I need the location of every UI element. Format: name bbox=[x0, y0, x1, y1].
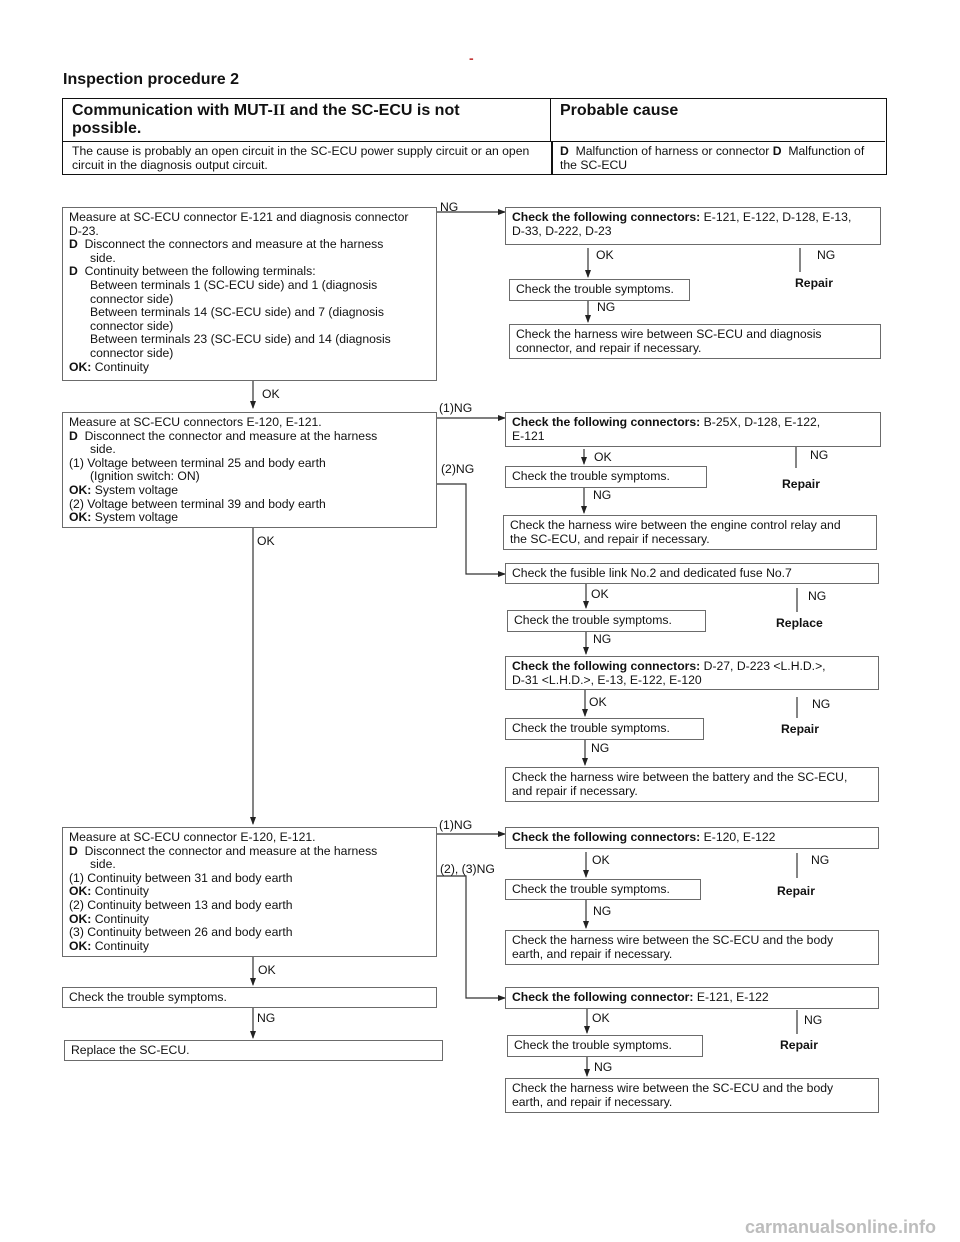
probable-cause-item: Malfunction of the SC-ECU bbox=[560, 144, 865, 172]
step-text: Check the trouble symptoms. bbox=[512, 882, 670, 896]
step-text: (2) Continuity between 13 and body earth bbox=[69, 897, 293, 912]
ng-label: NG bbox=[804, 1013, 823, 1027]
ok-label: OK: bbox=[69, 482, 92, 497]
step-text: (2) Voltage between terminal 39 and body earth bbox=[69, 496, 326, 511]
problem-title: Communication with MUT- bbox=[72, 102, 273, 119]
check-harness-box bbox=[503, 515, 877, 550]
check-connectors-box bbox=[505, 656, 879, 690]
ok-label: OK: bbox=[69, 884, 92, 899]
step-text: Between terminals 1 (SC-ECU side) and 1 (diagnosis bbox=[90, 277, 378, 292]
step-text: Between terminals 14 (SC-ECU side) and 7 (diagnosis bbox=[90, 305, 384, 320]
ok-label: OK bbox=[589, 695, 607, 709]
step-text: earth, and repair if necessary. bbox=[512, 946, 673, 961]
step-text: connector side) bbox=[90, 291, 174, 306]
step-text: Check the harness wire between SC-ECU and diagnosis bbox=[516, 327, 822, 341]
ok-value: Continuity bbox=[94, 938, 149, 953]
ng-label: NG bbox=[593, 904, 612, 918]
step-text: Check the trouble symptoms. bbox=[516, 282, 674, 296]
ng-label: NG bbox=[593, 632, 612, 646]
connector-list: E-121, E-122 bbox=[696, 990, 769, 1004]
ok-value: System voltage bbox=[94, 482, 179, 497]
connector-list: E-120, E-122 bbox=[703, 830, 776, 844]
probable-cause-item: Malfunction of harness or connector bbox=[575, 144, 770, 158]
final-check-symptoms-box bbox=[62, 987, 437, 1008]
check-connectors-box bbox=[505, 412, 881, 447]
check-symptoms-box bbox=[505, 718, 704, 740]
ok-value: System voltage bbox=[94, 510, 179, 525]
step-text: Measure at SC-ECU connector E-120, E-121. bbox=[69, 830, 316, 844]
ng23-label: (2), (3)NG bbox=[440, 862, 495, 876]
ok-label: OK: bbox=[69, 911, 92, 926]
step-text: Check the trouble symptoms. bbox=[514, 1038, 672, 1052]
ok-label: OK bbox=[258, 963, 276, 977]
step-text: side. bbox=[90, 442, 116, 457]
repair-label: Repair bbox=[795, 276, 833, 290]
page-title: Inspection procedure 2 bbox=[63, 71, 240, 88]
ok-label: OK bbox=[262, 387, 280, 401]
ng-label: NG bbox=[597, 300, 616, 314]
ok-value: Continuity bbox=[94, 911, 149, 926]
bullet: D bbox=[560, 144, 569, 158]
step-heading: Check the following connectors: bbox=[512, 210, 701, 224]
step-text: side. bbox=[90, 250, 116, 265]
check-connectors-box bbox=[505, 207, 881, 245]
step-text: Check the trouble symptoms. bbox=[512, 469, 670, 483]
ng1-label: (1)NG bbox=[439, 401, 473, 415]
step-text: and repair if necessary. bbox=[512, 783, 638, 798]
bullet: D bbox=[772, 144, 782, 158]
header-mark: - bbox=[469, 50, 474, 66]
ng-label: NG bbox=[810, 448, 829, 462]
step-text: Check the harness wire between the battery and the SC-ECU, bbox=[512, 770, 848, 784]
ok-label: OK bbox=[592, 853, 610, 867]
watermark: carmanualsonline.info bbox=[744, 1217, 936, 1237]
step-box-diagnosis-connector bbox=[62, 207, 437, 381]
check-harness-box bbox=[505, 930, 879, 965]
step-box-ground-continuity bbox=[62, 827, 437, 957]
replace-label: Replace bbox=[776, 616, 823, 630]
step-text: connector side) bbox=[90, 345, 174, 360]
bullet: D bbox=[69, 237, 78, 252]
step-text: connector side) bbox=[90, 318, 174, 333]
connector-list: E-121 bbox=[512, 428, 545, 443]
step-heading: Check the following connectors: bbox=[512, 415, 701, 429]
step-text: Continuity between the following terminals: bbox=[84, 264, 316, 279]
step-text: connector, and repair if necessary. bbox=[516, 340, 702, 355]
step-heading: Check the following connectors: bbox=[512, 830, 701, 844]
ng-label: NG bbox=[257, 1011, 276, 1025]
replace-ecu-box bbox=[64, 1040, 443, 1061]
step-text: Check the trouble symptoms. bbox=[512, 721, 670, 735]
check-harness-box bbox=[509, 324, 881, 359]
connector-list: B-25X, D-128, E-122, bbox=[703, 415, 821, 429]
ng-label: NG bbox=[594, 1060, 613, 1074]
ok-label: OK: bbox=[69, 359, 92, 374]
step-text: (Ignition switch: ON) bbox=[90, 469, 200, 484]
check-harness-box bbox=[505, 767, 879, 802]
step-text: Between terminals 23 (SC-ECU side) and 14 (diagnosis bbox=[90, 332, 391, 347]
check-symptoms-box bbox=[505, 879, 701, 900]
ok-value: Continuity bbox=[94, 359, 149, 374]
ng2-label: (2)NG bbox=[441, 462, 475, 476]
step-text: D-23. bbox=[69, 223, 99, 238]
ok-value: Continuity bbox=[94, 884, 149, 899]
ng-label: NG bbox=[817, 248, 836, 262]
step-heading: Check the following connectors: bbox=[512, 659, 701, 673]
ng-label: NG bbox=[593, 488, 612, 502]
check-symptoms-box bbox=[507, 1035, 703, 1057]
check-harness-box bbox=[505, 1078, 879, 1113]
step-text: Check the trouble symptoms. bbox=[514, 613, 672, 627]
step-text: Check the trouble symptoms. bbox=[69, 990, 227, 1004]
step-text: (1) Voltage between terminal 25 and body earth bbox=[69, 455, 326, 470]
ok-label: OK bbox=[591, 587, 609, 601]
problem-title-line2: possible. bbox=[72, 120, 142, 137]
ok-label: OK bbox=[596, 248, 614, 262]
check-connector-box bbox=[505, 987, 879, 1009]
step-box-voltage bbox=[62, 412, 437, 528]
step-text: (3) Continuity between 26 and body earth bbox=[69, 925, 293, 940]
roman-numeral: II bbox=[272, 102, 286, 119]
step-text: Measure at SC-ECU connector E-121 and diagnosis connector bbox=[69, 210, 409, 224]
step-heading: Check the following connector: bbox=[512, 990, 694, 1004]
probable-cause-title: Probable cause bbox=[560, 102, 679, 119]
ng1-label: (1)NG bbox=[439, 818, 473, 832]
check-symptoms-box bbox=[505, 466, 707, 488]
repair-label: Repair bbox=[782, 477, 820, 491]
step-text: Check the fusible link No.2 and dedicated fuse No.7 bbox=[512, 566, 792, 580]
repair-label: Repair bbox=[780, 1038, 818, 1052]
ok-label: OK bbox=[594, 450, 612, 464]
step-text: Check the harness wire between the SC-ECU and the body bbox=[512, 933, 834, 947]
ng-label: NG bbox=[591, 741, 610, 755]
step-text: Check the harness wire between the engine control relay and bbox=[510, 518, 841, 532]
bullet: D bbox=[69, 264, 78, 279]
cause-line: open circuit in the diagnosis output circuit. bbox=[72, 144, 530, 172]
ok-label: OK bbox=[592, 1011, 610, 1025]
step-text: the SC-ECU, and repair if necessary. bbox=[510, 531, 710, 546]
bullet: D bbox=[69, 843, 78, 858]
check-symptoms-box bbox=[509, 279, 690, 301]
ok-label: OK: bbox=[69, 938, 92, 953]
step-text: Check the harness wire between the SC-ECU and the body bbox=[512, 1081, 834, 1095]
ok-label: OK: bbox=[69, 510, 92, 525]
step-text: Disconnect the connectors and measure at the harness bbox=[84, 237, 384, 252]
ok-label: OK bbox=[257, 534, 275, 548]
connector-list: D-33, D-222, D-23 bbox=[512, 223, 612, 238]
check-connectors-box bbox=[505, 827, 879, 849]
ng-label: NG bbox=[812, 697, 831, 711]
bullet: D bbox=[69, 428, 78, 443]
step-text: Measure at SC-ECU connectors E-120, E-121. bbox=[69, 415, 322, 429]
ng-label: NG bbox=[808, 589, 827, 603]
step-text: side. bbox=[90, 857, 116, 872]
problem-title-end: and the SC-ECU is not bbox=[285, 102, 460, 119]
connector-list: D-27, D-223 <L.H.D.>, bbox=[703, 659, 826, 673]
step-text: (1) Continuity between 31 and body earth bbox=[69, 870, 293, 885]
connector-list: D-31 <L.H.D.>, E-13, E-122, E-120 bbox=[512, 672, 702, 687]
cause-line: The cause is probably an open circuit in the SC-ECU power supply circuit or an bbox=[72, 144, 499, 158]
connector-list: E-121, E-122, D-128, E-13, bbox=[703, 210, 852, 224]
step-text: earth, and repair if necessary. bbox=[512, 1094, 673, 1109]
check-fuse-box bbox=[505, 563, 879, 584]
step-text: Replace the SC-ECU. bbox=[71, 1043, 190, 1057]
ng-label: NG bbox=[811, 853, 830, 867]
check-symptoms-box bbox=[507, 610, 706, 632]
step-text: Disconnect the connector and measure at the harness bbox=[84, 428, 378, 443]
repair-label: Repair bbox=[777, 884, 815, 898]
repair-label: Repair bbox=[781, 722, 819, 736]
ng-label: NG bbox=[440, 200, 459, 214]
step-text: Disconnect the connector and measure at the harness bbox=[84, 843, 378, 858]
